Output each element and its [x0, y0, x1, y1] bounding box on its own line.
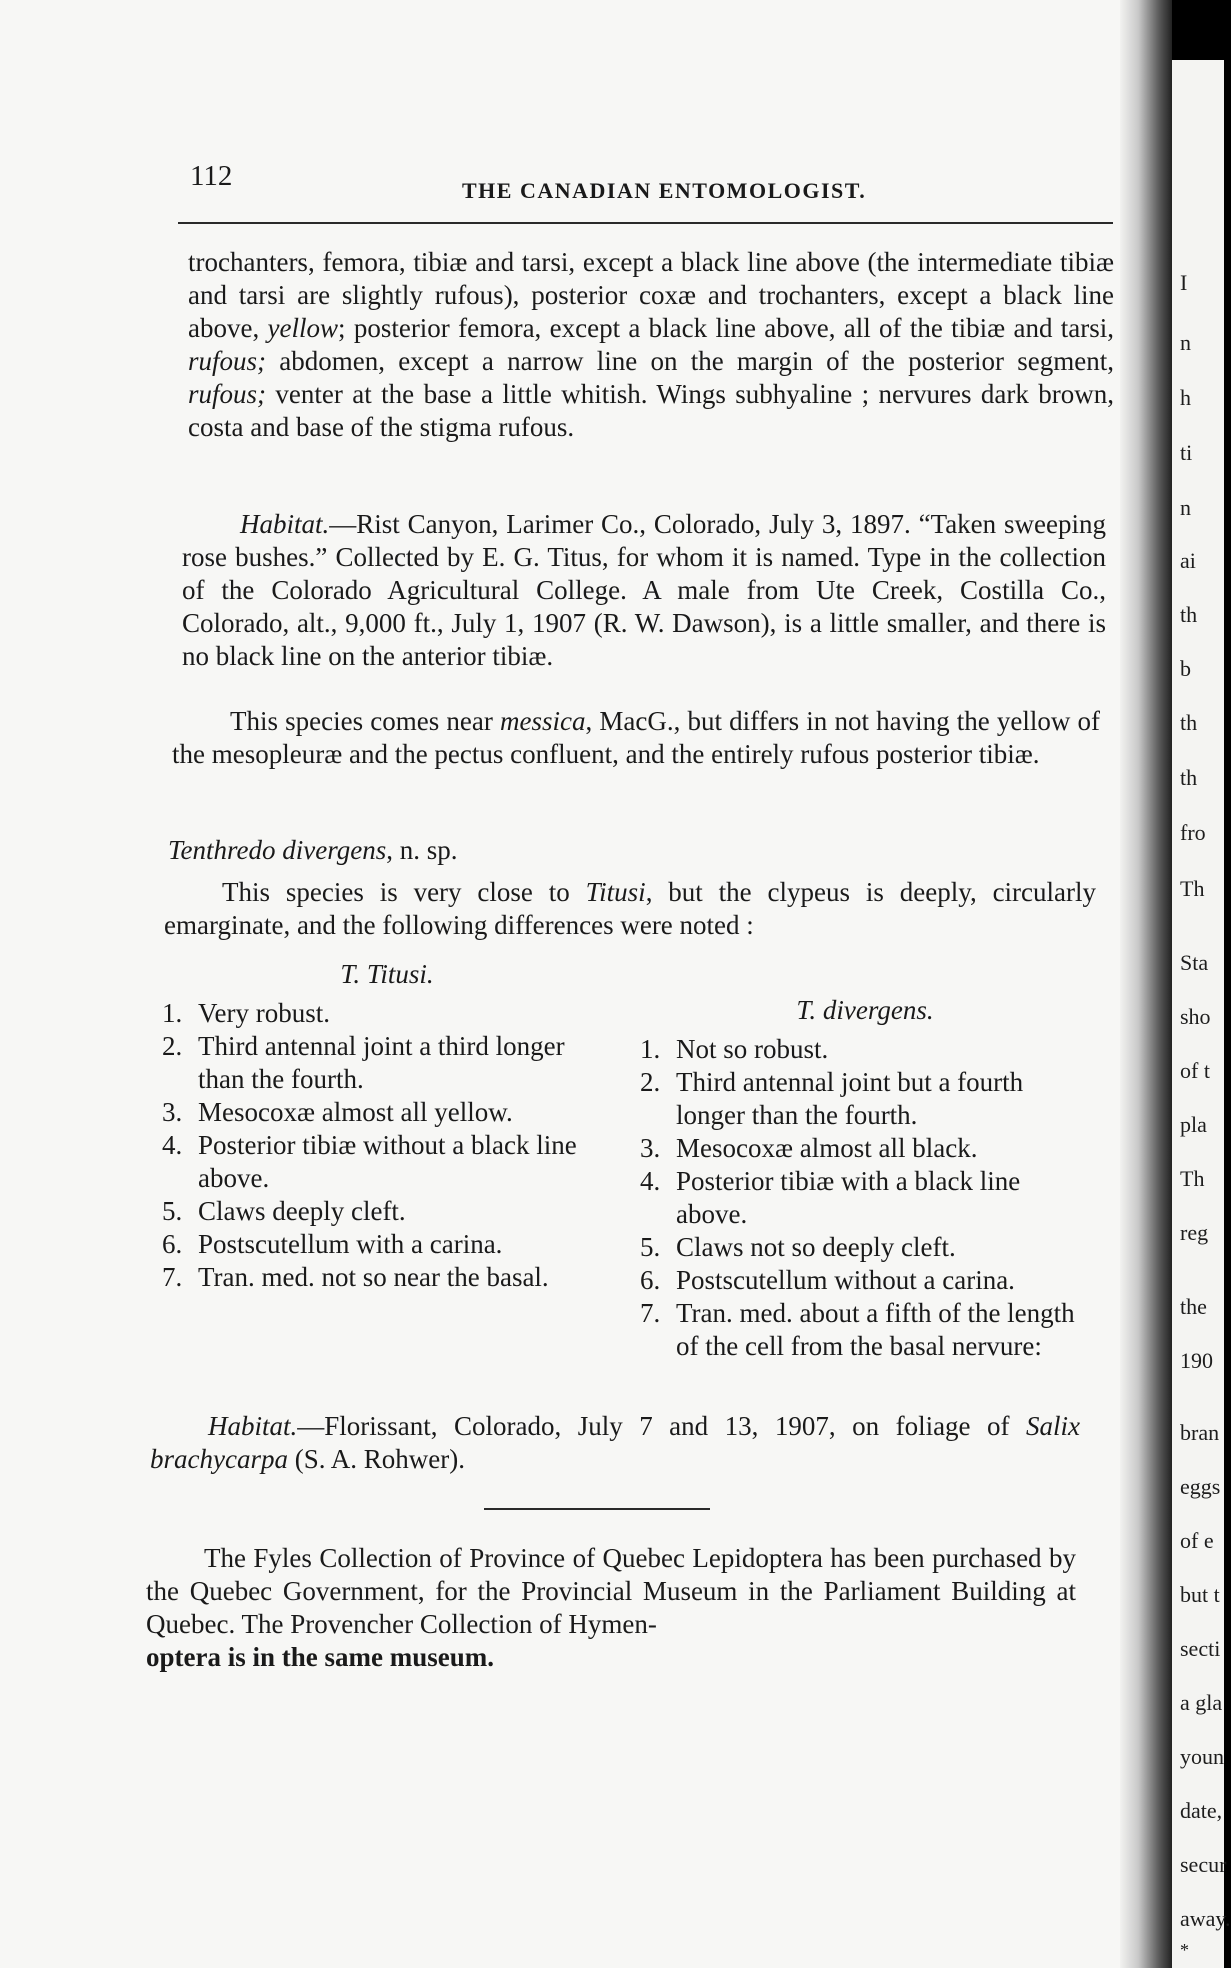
facing-page-fragment: reg	[1180, 1220, 1209, 1245]
paragraph-species-comparison: This species comes near messica, MacG., but differs in not having the yellow of the mesopleuræ and the pectus confluent, and the entirely rufous posterior tibiæ.	[172, 706, 1101, 769]
column-heading: T. Titusi.	[340, 959, 434, 989]
facing-page-fragment: th	[1180, 710, 1198, 735]
header-rule	[178, 222, 1113, 224]
emphasis-rufous: rufous;	[188, 346, 267, 376]
facing-page-fragment: secti	[1180, 1636, 1221, 1661]
plant-name: Salix brachycarpa	[150, 1411, 1080, 1474]
list-item: 1. Not so robust.	[640, 1034, 829, 1064]
list-item: 5. Claws not so deeply cleft.	[640, 1232, 956, 1262]
paragraph-description: trochanters, femora, tibiæ and tarsi, except a black line above (the intermediate tibiæ and tarsi are slightly rufous), posterior coxæ and trochanters, except a black line above, yellow; posterior femora, except a black line above, all of the tibiæ and tarsi, rufous; abdomen, except a narrow line on the margin of the posterior segment, rufous; venter at the base a little whitish. Wings subhyaline ; nervures dark brown, costa and base of the stigma rufous.	[188, 247, 1115, 442]
list-item: 2. Third antennal joint but a fourth longer than the fourth.	[640, 1067, 1024, 1130]
facing-page-fragment: Sta	[1180, 950, 1209, 975]
facing-page-fragment: away.	[1180, 1906, 1231, 1931]
emphasis-rufous: rufous;	[188, 379, 267, 409]
column-heading: T. divergens.	[796, 995, 934, 1025]
facing-page-fragment: I	[1180, 270, 1188, 295]
facing-page-fragment: the	[1180, 1294, 1207, 1319]
facing-page-fragment: youn	[1180, 1744, 1224, 1769]
list-item: 7. Tran. med. about a fifth of the length of the cell from the basal nervure:	[640, 1298, 1075, 1361]
facing-page-fragment: th	[1180, 765, 1198, 790]
list-item: 6. Postscutellum with a carina.	[162, 1229, 503, 1259]
emphasis-yellow: yellow	[267, 313, 339, 343]
facing-page-fragment: pla	[1180, 1112, 1207, 1137]
section-divider	[484, 1508, 710, 1510]
species-name: Tenthredo divergens	[168, 835, 387, 865]
notice-bold-line: optera is in the same museum.	[146, 1642, 494, 1672]
facing-page-fragment: *	[1180, 1940, 1189, 1960]
list-item: 4. Posterior tibiæ with a black line above.	[640, 1166, 1021, 1229]
facing-page-fragment: of e	[1180, 1528, 1214, 1553]
facing-page-fragment: b	[1180, 656, 1191, 681]
facing-page-fragment: n	[1180, 330, 1191, 355]
list-item: 5. Claws deeply cleft.	[162, 1196, 406, 1226]
habitat-label: Habitat.	[208, 1411, 298, 1441]
facing-page-fragment: a gla	[1180, 1690, 1223, 1715]
facing-page-fragment: 190	[1180, 1348, 1213, 1373]
paragraph-comparison-intro: This species is very close to Titusi, but the clypeus is deeply, circularly emarginate, and the following differences were noted :	[164, 877, 1097, 940]
running-head: THE CANADIAN ENTOMOLOGIST.	[462, 178, 867, 203]
facing-page-fragment: eggs	[1180, 1474, 1221, 1499]
habitat-label: Habitat.	[240, 509, 330, 539]
facing-page-fragment: n	[1180, 495, 1191, 520]
list-item: 6. Postscutellum without a carina.	[640, 1265, 1015, 1295]
facing-page-fragment: Th	[1180, 1166, 1205, 1191]
list-item: 3. Mesocoxæ almost all yellow.	[162, 1097, 513, 1127]
list-item: 3. Mesocoxæ almost all black.	[640, 1133, 978, 1163]
page-number: 112	[190, 160, 233, 192]
facing-page-fragment: h	[1180, 385, 1191, 410]
facing-page-fragment: ai	[1180, 548, 1196, 573]
paragraph-habitat-divergens: Habitat.—Florissant, Colorado, July 7 and 13, 1907, on foliage of Salix brachycarpa (S. A. Rohwer).	[150, 1411, 1080, 1474]
facing-page-fragment: Th	[1180, 876, 1205, 901]
list-item: 2. Third antennal joint a third longer than the fourth.	[162, 1031, 565, 1094]
facing-page-edge	[1172, 60, 1231, 1968]
book-gutter	[1120, 0, 1172, 1968]
comparison-column-divergens	[640, 994, 1090, 1363]
facing-page-fragment: secur	[1180, 1852, 1227, 1877]
notice-paragraph: The Fyles Collection of Province of Quebec Lepidoptera has been purchased by the Quebec Government, for the Provincial Museum in the Parliament Building at Quebec. The Provencher Collection of Hymen- optera is in the same museum.	[146, 1543, 1076, 1672]
facing-page-fragment: sho	[1180, 1004, 1211, 1029]
facing-page-fragment: ti	[1180, 440, 1193, 465]
facing-page-fragment: of t	[1180, 1058, 1210, 1083]
facing-page-fragment: but t	[1180, 1582, 1220, 1607]
list-item: 1. Very robust.	[162, 998, 330, 1028]
new-species-heading: Tenthredo divergens, n. sp.	[168, 835, 458, 865]
comparison-column-titusi	[162, 958, 612, 1294]
facing-page-fragment: fro	[1180, 820, 1206, 845]
paragraph-habitat: Habitat.—Rist Canyon, Larimer Co., Colorado, July 3, 1897. “Taken sweeping rose bushes.” Collected by E. G. Titus, for whom it is named. Type in the collection of the Colorado Agricultural College. A male from Ute Creek, Costilla Co., Colorado, alt., 9,000 ft., July 1, 1907 (R. W. Dawson), is a little smaller, and there is no black line on the anterior tibiæ.	[182, 509, 1106, 671]
facing-page-fragment: bran	[1180, 1420, 1220, 1445]
list-item: 4. Posterior tibiæ without a black line above.	[162, 1130, 577, 1193]
facing-page-fragment: th	[1180, 602, 1198, 627]
list-item: 7. Tran. med. not so near the basal.	[162, 1262, 549, 1292]
facing-page-fragment: date,	[1180, 1798, 1223, 1823]
